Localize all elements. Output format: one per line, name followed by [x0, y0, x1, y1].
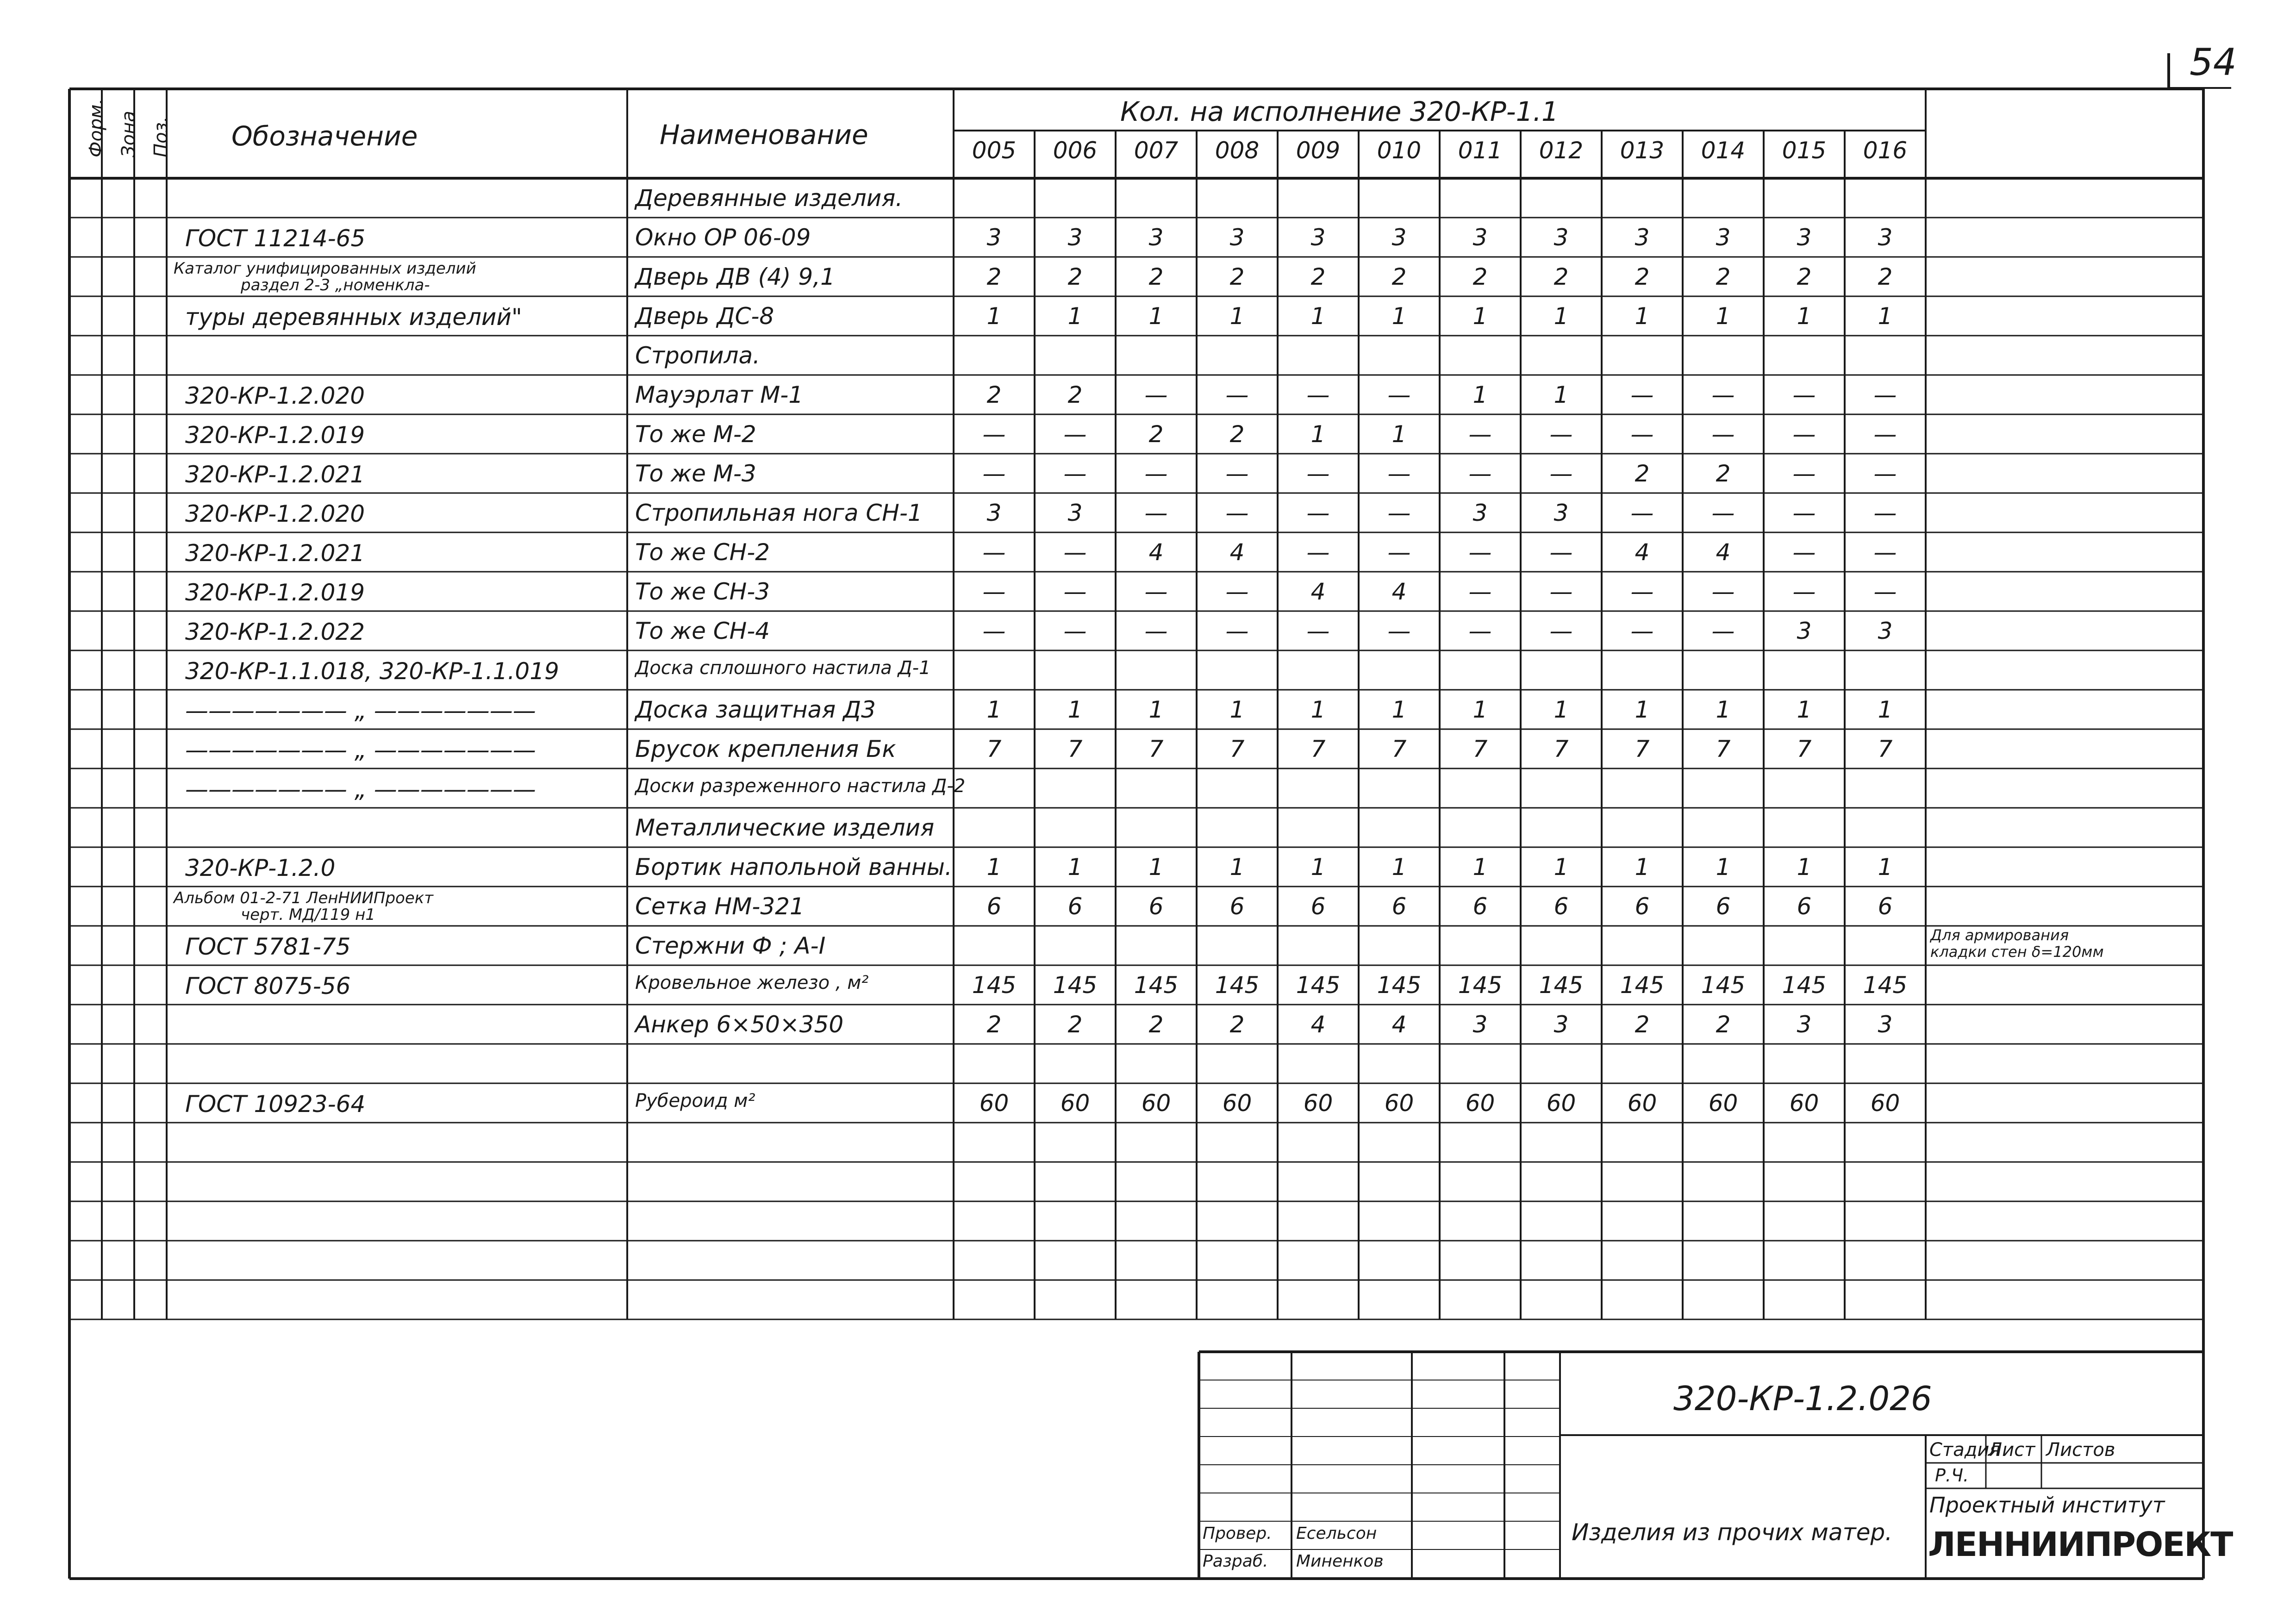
row-name: Рубероид м² [635, 1090, 755, 1112]
row-qty-cell: — [1225, 618, 1249, 644]
row-qty-cell: 2 [1391, 263, 1407, 290]
row-qty-cell: 60 [1060, 1090, 1090, 1117]
row-designation: Альбом 01-2-71 ЛенНИИПроект [174, 889, 434, 907]
row-name: То же М-3 [635, 460, 756, 487]
row-qty-cell: — [1387, 460, 1411, 487]
row-designation: 320-КР-1.2.0 [185, 855, 336, 881]
variant-header: 011 [1458, 137, 1503, 164]
row-qty-cell: 7 [1878, 736, 1893, 762]
row-qty-cell: 7 [1148, 736, 1164, 762]
row-qty-cell: 2 [986, 381, 1002, 408]
header-quantity: Кол. на исполнение 320-КР-1.1 [1120, 96, 1559, 127]
row-qty-cell: 2 [1067, 381, 1083, 408]
row-designation: ——————— „ ——————— [185, 697, 536, 724]
row-qty-cell: — [1225, 500, 1249, 526]
row-qty-cell: — [1306, 381, 1330, 408]
row-qty-cell: — [1630, 500, 1654, 526]
row-qty-cell: — [1468, 578, 1492, 605]
row-name: Анкер 6×50×350 [635, 1011, 844, 1038]
row-qty-cell: 60 [979, 1090, 1009, 1117]
row-qty-cell: — [1144, 500, 1168, 526]
row-name: Мауэрлат М-1 [635, 381, 804, 408]
row-name: То же СН-3 [635, 578, 770, 605]
row-name: Доски разреженного настила Д-2 [635, 775, 966, 797]
row-qty-cell: 3 [1472, 1011, 1488, 1038]
row-qty-cell: 1 [1310, 854, 1326, 881]
row-name: Бортик напольной ванны. [635, 854, 952, 881]
row-qty-cell: 1 [1391, 696, 1407, 723]
row-qty-cell: — [1387, 539, 1411, 566]
row-qty-cell: — [1549, 421, 1573, 448]
row-qty-cell: — [1630, 421, 1654, 448]
row-qty-cell: 6 [1797, 893, 1812, 920]
row-qty-cell: 3 [1472, 500, 1488, 526]
row-qty-cell: 1 [986, 303, 1002, 330]
row-name: Дверь ДВ (4) 9,1 [635, 263, 835, 290]
row-qty-cell: — [1792, 460, 1816, 487]
row-qty-cell: 60 [1303, 1090, 1333, 1117]
row-qty-cell: — [1873, 500, 1897, 526]
row-qty-cell: 1 [1554, 303, 1569, 330]
row-qty-cell: 3 [1229, 224, 1245, 251]
row-qty-cell: 3 [1148, 224, 1164, 251]
row-qty-cell: — [1387, 500, 1411, 526]
row-qty-cell: 145 [1458, 972, 1503, 999]
row-qty-cell: 1 [1635, 854, 1650, 881]
row-qty-cell: 145 [1134, 972, 1179, 999]
row-designation: ГОСТ 8075-56 [185, 973, 351, 999]
row-qty-cell: 1 [1797, 303, 1812, 330]
row-qty-cell: 7 [1229, 736, 1245, 762]
row-qty-cell: 1 [1229, 854, 1245, 881]
row-qty-cell: — [1306, 500, 1330, 526]
row-qty-cell: — [1225, 578, 1249, 605]
row-qty-cell: 60 [1384, 1090, 1414, 1117]
row-qty-cell: — [1792, 539, 1816, 566]
row-qty-cell: — [1225, 460, 1249, 487]
row-qty-cell: 3 [1797, 618, 1812, 644]
row-qty-cell: 2 [1148, 421, 1164, 448]
row-qty-cell: — [1549, 460, 1573, 487]
row-qty-cell: 2 [1148, 1011, 1164, 1038]
row-designation: туры деревянных изделий" [185, 304, 522, 331]
row-qty-cell: 3 [1067, 224, 1083, 251]
developed-name: Миненков [1296, 1552, 1384, 1571]
row-qty-cell: 3 [1878, 618, 1893, 644]
row-qty-cell: — [1711, 500, 1735, 526]
row-qty-cell: 6 [1310, 893, 1326, 920]
row-qty-cell: 3 [1554, 224, 1569, 251]
row-qty-cell: 1 [1391, 421, 1407, 448]
row-qty-cell: 1 [1716, 854, 1731, 881]
row-qty-cell: 7 [1554, 736, 1569, 762]
row-qty-cell: 1 [1472, 381, 1488, 408]
row-qty-cell: 145 [1539, 972, 1584, 999]
row-qty-cell: 3 [986, 500, 1002, 526]
row-qty-cell: 2 [1716, 460, 1731, 487]
row-qty-cell: 7 [1797, 736, 1812, 762]
row-name: Металлические изделия [635, 814, 935, 841]
row-qty-cell: — [1468, 460, 1492, 487]
row-qty-cell: 7 [1310, 736, 1326, 762]
row-name: То же М-2 [635, 421, 756, 448]
row-qty-cell: 1 [1797, 696, 1812, 723]
row-qty-cell: 2 [1635, 460, 1650, 487]
variant-header: 016 [1863, 137, 1908, 164]
row-qty-cell: 60 [1141, 1090, 1171, 1117]
row-qty-cell: 3 [1554, 500, 1569, 526]
row-name: Кровельное железо , м² [635, 972, 869, 993]
row-qty-cell: 7 [986, 736, 1002, 762]
row-qty-cell: 1 [1391, 303, 1407, 330]
row-qty-cell: 3 [1067, 500, 1083, 526]
row-designation: 320-КР-1.2.020 [185, 500, 365, 527]
row-qty-cell: — [1063, 618, 1087, 644]
row-qty-cell: 2 [1554, 263, 1569, 290]
row-qty-cell: 1 [1148, 303, 1164, 330]
document-title: Изделия из прочих матер. [1572, 1519, 1893, 1546]
row-qty-cell: 60 [1546, 1090, 1576, 1117]
row-qty-cell: 4 [1716, 539, 1731, 566]
row-qty-cell: 2 [986, 263, 1002, 290]
row-qty-cell: 1 [1067, 696, 1083, 723]
row-qty-cell: 1 [1472, 303, 1488, 330]
row-name: Стропильная нога СН-1 [635, 500, 923, 526]
row-qty-cell: — [1873, 539, 1897, 566]
sheet-label: Лист [1988, 1439, 2035, 1461]
row-qty-cell: — [1306, 460, 1330, 487]
row-qty-cell: 60 [1222, 1090, 1252, 1117]
developed-label: Разраб. [1203, 1552, 1268, 1571]
row-name: Стержни Ф ; А-I [635, 932, 826, 959]
row-qty-cell: 3 [1797, 224, 1812, 251]
row-designation: Каталог унифицированных изделий [174, 259, 476, 278]
row-qty-cell: — [1063, 578, 1087, 605]
header-designation: Обозначение [231, 120, 418, 152]
row-qty-cell: — [1063, 460, 1087, 487]
row-qty-cell: 6 [1635, 893, 1650, 920]
row-qty-cell: 6 [1391, 893, 1407, 920]
row-qty-cell: 7 [1391, 736, 1407, 762]
row-qty-cell: — [1792, 578, 1816, 605]
row-qty-cell: 4 [1310, 1011, 1326, 1038]
row-qty-cell: 2 [1797, 263, 1812, 290]
row-qty-cell: 1 [1148, 854, 1164, 881]
row-qty-cell: — [1306, 618, 1330, 644]
row-qty-cell: — [1873, 381, 1897, 408]
row-qty-cell: 145 [1620, 972, 1665, 999]
row-qty-cell: — [1468, 618, 1492, 644]
variant-header: 006 [1053, 137, 1098, 164]
row-qty-cell: — [1711, 421, 1735, 448]
variant-header: 005 [972, 137, 1017, 164]
row-name: Окно ОР 06-09 [635, 224, 811, 251]
row-qty-cell: — [982, 578, 1006, 605]
row-qty-cell: 1 [1554, 854, 1569, 881]
row-qty-cell: 7 [1472, 736, 1488, 762]
row-qty-cell: 2 [1229, 263, 1245, 290]
row-qty-cell: — [1792, 421, 1816, 448]
row-qty-cell: 60 [1708, 1090, 1738, 1117]
row-qty-cell: 2 [986, 1011, 1002, 1038]
row-qty-cell: 1 [1716, 303, 1731, 330]
row-qty-cell: 4 [1391, 1011, 1407, 1038]
header-format: Форм. [86, 98, 107, 157]
row-designation: ГОСТ 5781-75 [185, 933, 351, 960]
row-qty-cell: 60 [1465, 1090, 1495, 1117]
row-name: Деревянные изделия. [635, 185, 903, 212]
row-qty-cell: 3 [1716, 224, 1731, 251]
stage-label: Стадия [1929, 1439, 2001, 1461]
row-qty-cell: — [1549, 578, 1573, 605]
row-designation: 320-КР-1.2.019 [185, 579, 365, 606]
row-designation: ——————— „ ——————— [185, 776, 536, 803]
variant-header: 009 [1296, 137, 1341, 164]
row-qty-cell: 1 [1067, 854, 1083, 881]
row-qty-cell: 145 [1782, 972, 1827, 999]
row-qty-cell: — [982, 460, 1006, 487]
row-qty-cell: — [1630, 381, 1654, 408]
row-qty-cell: — [1711, 618, 1735, 644]
row-designation: 320-КР-1.2.022 [185, 618, 365, 645]
row-name: То же СН-2 [635, 539, 770, 566]
row-qty-cell: 4 [1148, 539, 1164, 566]
row-qty-cell: 6 [1472, 893, 1488, 920]
row-note-cont: кладки стен δ=120мм [1930, 943, 2104, 961]
row-qty-cell: 3 [1878, 224, 1893, 251]
row-qty-cell: 1 [1310, 696, 1326, 723]
row-qty-cell: 7 [1635, 736, 1650, 762]
row-qty-cell: — [1711, 578, 1735, 605]
row-qty-cell: 1 [1878, 303, 1893, 330]
row-qty-cell: 145 [1296, 972, 1341, 999]
row-qty-cell: — [1873, 460, 1897, 487]
row-designation: 320-КР-1.2.021 [185, 540, 365, 567]
row-qty-cell: — [1387, 618, 1411, 644]
row-note: Для армирования [1930, 926, 2069, 944]
row-qty-cell: 3 [1878, 1011, 1893, 1038]
row-qty-cell: 2 [1472, 263, 1488, 290]
row-qty-cell: 1 [986, 854, 1002, 881]
row-qty-cell: 4 [1635, 539, 1650, 566]
row-designation: 320-КР-1.1.018, 320-КР-1.1.019 [185, 658, 559, 685]
row-name: Брусок крепления Бк [635, 736, 896, 762]
row-qty-cell: 145 [1701, 972, 1746, 999]
page-number: 54 [2190, 41, 2237, 84]
row-qty-cell: 1 [1878, 696, 1893, 723]
row-designation: ГОСТ 11214-65 [185, 225, 366, 252]
row-qty-cell: 1 [1310, 421, 1326, 448]
row-designation: 320-КР-1.2.021 [185, 461, 365, 488]
row-qty-cell: — [1225, 381, 1249, 408]
header-position: Поз. [150, 116, 172, 157]
variant-header: 015 [1782, 137, 1827, 164]
row-name: Стропила. [635, 342, 761, 369]
header-name: Наименование [660, 119, 868, 150]
row-qty-cell: — [1711, 381, 1735, 408]
row-qty-cell: 1 [986, 696, 1002, 723]
row-qty-cell: — [1144, 618, 1168, 644]
row-qty-cell: 1 [1635, 696, 1650, 723]
row-qty-cell: 2 [1878, 263, 1893, 290]
row-qty-cell: 1 [1554, 696, 1569, 723]
row-name: Дверь ДС-8 [635, 303, 774, 330]
row-qty-cell: — [1630, 618, 1654, 644]
row-name: То же СН-4 [635, 618, 770, 644]
checked-label: Провер. [1203, 1524, 1272, 1543]
header-zone: Зона [118, 111, 139, 157]
row-qty-cell: — [1063, 421, 1087, 448]
row-qty-cell: — [1468, 539, 1492, 566]
row-qty-cell: — [1468, 421, 1492, 448]
row-qty-cell: 2 [1067, 263, 1083, 290]
row-qty-cell: 1 [1716, 696, 1731, 723]
row-qty-cell: 6 [1554, 893, 1569, 920]
row-qty-cell: — [1549, 618, 1573, 644]
row-qty-cell: 4 [1391, 578, 1407, 605]
row-qty-cell: 60 [1870, 1090, 1900, 1117]
row-qty-cell: — [982, 421, 1006, 448]
row-qty-cell: 3 [1472, 224, 1488, 251]
row-qty-cell: 1 [1878, 854, 1893, 881]
row-qty-cell: 6 [1148, 893, 1164, 920]
row-qty-cell: 2 [1716, 1011, 1731, 1038]
row-qty-cell: 3 [1391, 224, 1407, 251]
row-designation: ——————— „ ——————— [185, 737, 536, 763]
row-qty-cell: 3 [1554, 1011, 1569, 1038]
row-name: Доска защитная Д3 [635, 696, 876, 723]
row-qty-cell: 2 [1229, 1011, 1245, 1038]
row-qty-cell: 2 [1635, 1011, 1650, 1038]
row-designation-cont: черт. МД/119 н1 [241, 906, 375, 924]
row-qty-cell: 145 [1377, 972, 1422, 999]
row-qty-cell: 1 [1554, 381, 1569, 408]
row-qty-cell: 1 [1472, 854, 1488, 881]
row-qty-cell: 1 [1635, 303, 1650, 330]
row-qty-cell: — [1306, 539, 1330, 566]
sheets-label: Листов [2046, 1439, 2115, 1461]
row-qty-cell: 2 [1716, 263, 1731, 290]
row-qty-cell: 60 [1627, 1090, 1657, 1117]
row-qty-cell: 2 [1229, 421, 1245, 448]
row-qty-cell: — [1873, 421, 1897, 448]
row-qty-cell: — [982, 618, 1006, 644]
row-name: Доска сплошного настила Д-1 [635, 657, 931, 679]
row-qty-cell: 1 [1229, 696, 1245, 723]
stage-value: Р.Ч. [1935, 1465, 1969, 1486]
organization-logo: ЛЕННИИПРОЕКТ [1928, 1525, 2233, 1564]
row-qty-cell: 7 [1067, 736, 1083, 762]
row-qty-cell: 2 [1148, 263, 1164, 290]
row-designation: 320-КР-1.2.020 [185, 382, 365, 409]
row-qty-cell: — [1792, 500, 1816, 526]
row-qty-cell: 145 [1215, 972, 1260, 999]
row-qty-cell: — [1144, 578, 1168, 605]
row-qty-cell: 6 [1067, 893, 1083, 920]
row-designation: ГОСТ 10923-64 [185, 1091, 366, 1118]
row-qty-cell: 4 [1229, 539, 1245, 566]
row-qty-cell: 145 [1863, 972, 1908, 999]
row-qty-cell: 6 [1229, 893, 1245, 920]
row-qty-cell: 2 [1635, 263, 1650, 290]
row-qty-cell: — [1792, 381, 1816, 408]
row-qty-cell: 1 [1472, 696, 1488, 723]
row-qty-cell: 1 [1148, 696, 1164, 723]
row-qty-cell: 3 [1797, 1011, 1812, 1038]
row-qty-cell: 6 [1716, 893, 1731, 920]
row-qty-cell: 2 [1310, 263, 1326, 290]
row-qty-cell: 60 [1789, 1090, 1819, 1117]
row-qty-cell: — [1063, 539, 1087, 566]
row-qty-cell: 2 [1067, 1011, 1083, 1038]
document-code: 320-КР-1.2.026 [1673, 1379, 1932, 1418]
row-qty-cell: — [1549, 539, 1573, 566]
row-qty-cell: — [1144, 460, 1168, 487]
row-qty-cell: 1 [1310, 303, 1326, 330]
row-qty-cell: 3 [1310, 224, 1326, 251]
row-designation: 320-КР-1.2.019 [185, 422, 365, 449]
row-designation-cont: раздел 2-3 „номенкла- [241, 276, 430, 294]
variant-header: 012 [1539, 137, 1584, 164]
row-qty-cell: 145 [972, 972, 1017, 999]
variant-header: 014 [1701, 137, 1746, 164]
row-qty-cell: 1 [1797, 854, 1812, 881]
row-qty-cell: — [1387, 381, 1411, 408]
row-qty-cell: — [1630, 578, 1654, 605]
variant-header: 007 [1134, 137, 1179, 164]
row-qty-cell: 1 [1229, 303, 1245, 330]
row-qty-cell: — [1873, 578, 1897, 605]
row-qty-cell: 4 [1310, 578, 1326, 605]
row-qty-cell: 6 [986, 893, 1002, 920]
variant-header: 008 [1215, 137, 1260, 164]
variant-header: 010 [1377, 137, 1422, 164]
checked-name: Есельсон [1296, 1524, 1377, 1543]
variant-header: 013 [1620, 137, 1665, 164]
institute-label: Проектный институт [1929, 1493, 2165, 1518]
row-qty-cell: 6 [1878, 893, 1893, 920]
row-qty-cell: 1 [1391, 854, 1407, 881]
row-qty-cell: — [1144, 381, 1168, 408]
row-name: Сетка НМ-321 [635, 893, 805, 920]
row-qty-cell: 1 [1067, 303, 1083, 330]
row-qty-cell: 7 [1716, 736, 1731, 762]
row-qty-cell: 145 [1053, 972, 1098, 999]
row-qty-cell: 3 [986, 224, 1002, 251]
row-qty-cell: 3 [1635, 224, 1650, 251]
row-qty-cell: — [982, 539, 1006, 566]
